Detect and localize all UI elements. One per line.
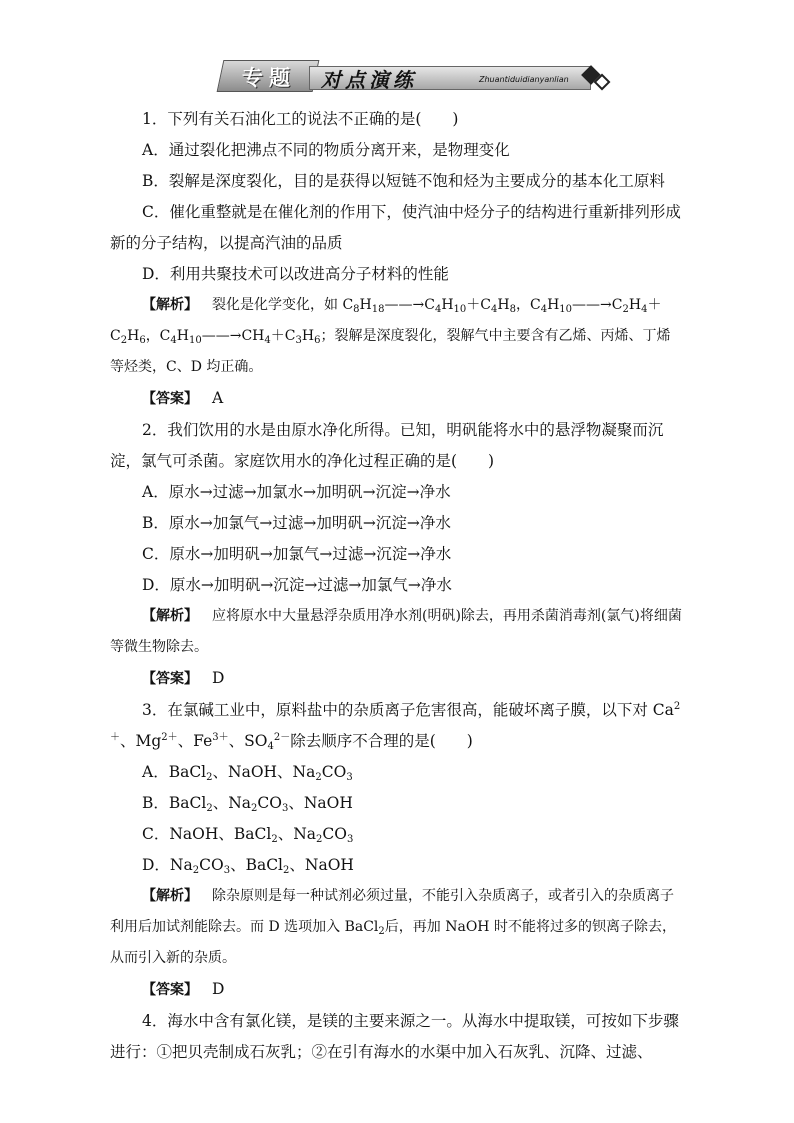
banner-pinyin: Zhuantiduidianyanlian xyxy=(479,75,569,84)
q2-answer xyxy=(110,663,684,695)
analysis-tag: 【解析】 xyxy=(142,297,198,313)
q3-analysis-post: 时不能将过多的钡离子除去，从而引入新的杂质。 xyxy=(110,919,676,966)
q1-answer xyxy=(110,383,684,415)
q1-analysis xyxy=(110,290,684,383)
q3-stem-pre: 3．在氯碱工业中，原料盐中的杂质离子危害很高，能破坏离子膜，以下对 xyxy=(142,701,653,719)
q4-stem: 4．海水中含有氯化镁，是镁的主要来源之一。从海水中提取镁，可按如下步骤进行：①把贝壳制成石灰乳；②在引有海水的水渠中加入石灰乳、沉降、过滤、 xyxy=(110,1012,679,1061)
q3-option-d: D．$Na_2CO_3$、BaCl$_2$、NaOH xyxy=(142,856,354,876)
banner-left-label: 专题 xyxy=(242,66,296,90)
q3-option-c: C．NaOH、BaCl$_2$、$Na_2CO_3$ xyxy=(142,825,354,845)
q1-analysis-pre: 裂化是化学变化，如 xyxy=(212,297,343,313)
answer-tag: 【答案】 xyxy=(142,671,198,687)
q3-answer-value: D xyxy=(212,980,225,998)
q3-stem xyxy=(110,695,684,757)
q1-equations: $C_8H_{18}——\to C_4H_{10}+C_4H_8$，$C_4H_{10}——\to C_2H_4+C_2H_6$，$C_4H_{10}——\to CH_4+C_3H_6$ xyxy=(110,297,662,346)
q3-stem-post: 除去顺序不合理的是( ) xyxy=(290,732,473,750)
q1-option-c: C．催化重整就是在催化剂的作用下，使汽油中烃分子的结构进行重新排列形成新的分子结构，以提高汽油的品质 xyxy=(110,203,681,252)
q3-analysis-pre: 除杂原则是每一种试剂必须过量，不能引入杂质离子，或者引入的杂质离子利用后加试剂能除去。而 D 选项加入 xyxy=(110,888,674,935)
answer-tag: 【答案】 xyxy=(142,391,198,407)
banner-right-label: 对点演练 xyxy=(321,68,417,92)
q3-ions: $Ca^{2+}$、$Mg^{2+}$、$Fe^{3+}$、$SO_4^{2-}$ xyxy=(110,701,681,752)
q2-option-d: D．原水→加明矾→沉淀→过滤→加氯气→净水 xyxy=(142,576,452,594)
q3-analysis xyxy=(110,881,684,974)
answer-tag: 【答案】 xyxy=(142,982,198,998)
q2-stem: 2．我们饮用的水是由原水净化所得。已知，明矾能将水中的悬浮物凝聚而沉淀，氯气可杀菌。家庭饮用水的净化过程正确的是( ) xyxy=(110,421,664,470)
section-banner xyxy=(213,58,608,94)
q1-analysis-post: ；裂解是深度裂化，裂解气中主要含有乙烯、丙烯、丁烯等烃类，C、D 均正确。 xyxy=(110,328,671,375)
q2-answer-value: D xyxy=(212,669,225,687)
q1-option-b: B．裂解是深度裂化，目的是获得以短链不饱和烃为主要成分的基本化工原料 xyxy=(142,172,665,190)
q1-answer-value: A xyxy=(212,389,224,407)
q2-option-a: A．原水→过滤→加氯水→加明矾→沉淀→净水 xyxy=(142,483,451,501)
q2-analysis xyxy=(110,601,684,663)
q3-option-b: B．BaCl$_2$、$Na_2CO_3$、NaOH xyxy=(142,794,353,814)
analysis-tag: 【解析】 xyxy=(142,888,198,904)
q2-option-b: B．原水→加氯气→过滤→加明矾→沉淀→净水 xyxy=(142,514,451,532)
q2-analysis-text: 应将原水中大量悬浮杂质用净水剂(明矾)除去，再用杀菌消毒剂(氯气)将细菌等微生物除去。 xyxy=(110,608,682,655)
q2-option-c: C．原水→加明矾→加氯气→过滤→沉淀→净水 xyxy=(142,545,452,563)
document-body xyxy=(110,104,684,1068)
q3-answer xyxy=(110,974,684,1006)
analysis-tag: 【解析】 xyxy=(142,608,198,624)
q1-option-a: A．通过裂化把沸点不同的物质分离开来，是物理变化 xyxy=(142,141,510,159)
q1-stem: 1．下列有关石油化工的说法不正确的是( ) xyxy=(142,110,459,128)
q3-option-a: A．BaCl$_2$、NaOH、$Na_2CO_3$ xyxy=(142,763,353,783)
q3-analysis-formula: BaCl$_2$后，再加 NaOH xyxy=(344,919,494,937)
q1-option-d: D．利用共聚技术可以改进高分子材料的性能 xyxy=(142,265,449,283)
